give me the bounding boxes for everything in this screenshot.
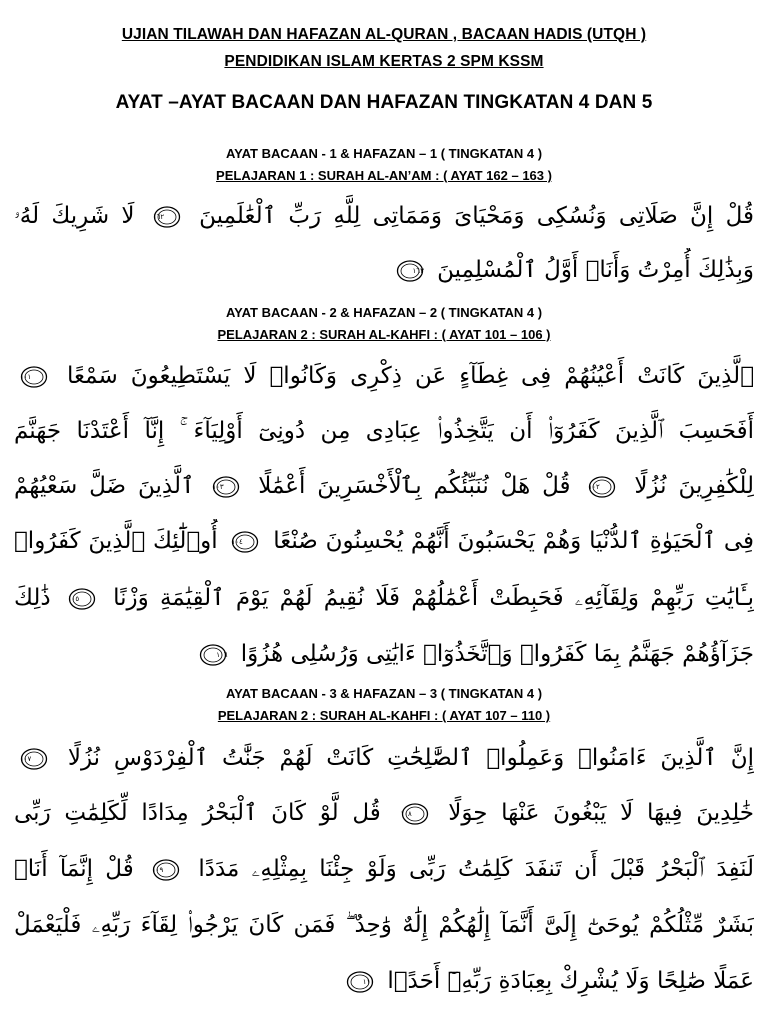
- verse-line: [14, 791, 754, 835]
- ayah-marker: [588, 475, 616, 499]
- ayah-number: ١٠٨: [400, 809, 412, 818]
- verse-text: قُلْ هَلْ نُنَبِّئُكُم بِٱلْأَخْسَرِينَ أَعْمَٰلًا: [258, 473, 571, 499]
- ayah-number: ١٠٧: [20, 754, 32, 763]
- ayah-marker: [212, 475, 240, 499]
- ayah-marker: [346, 970, 374, 994]
- verse-text: عَمَلًا صَٰلِحًا وَلَا يُشْرِكْ بِعِبَادَةِ رَبِّهِۦٓ أَحَدًۢا: [387, 968, 754, 994]
- ayah-marker: [20, 365, 48, 389]
- ayah-number: ١٦٢: [152, 212, 165, 221]
- verse-text: أَفَحَسِبَ ٱلَّذِينَ كَفَرُوٓا۟ أَن يَتَّخِذُوا۟ عِبَادِى مِن دُونِىٓ أَوْلِيَآءَ ۚ إِنَّآ أَعْتَدْنَا جَهَنَّمَ: [14, 418, 754, 444]
- ayah-number: ١٦٣: [412, 266, 424, 275]
- verse-line: [14, 903, 754, 947]
- verse-text: ٱلَّذِينَ ضَلَّ سَعْيُهُمْ: [14, 473, 195, 499]
- verse-line: [14, 632, 754, 676]
- ayah-number: ١١٠: [362, 977, 375, 986]
- verse-line: [14, 409, 754, 453]
- ayah-marker: [401, 802, 429, 826]
- section-2-lesson: PELAJARAN 2 : SURAH AL-KAHFI : ( AYAT 101 – 106 ): [217, 327, 551, 342]
- ayah-marker: [153, 205, 181, 229]
- section-3-lesson: PELAJARAN 2 : SURAH AL-KAHFI : ( AYAT 107 – 110 ): [217, 708, 551, 723]
- section-1-title: AYAT BACAAN - 1 & HAFAZAN – 1 ( TINGKATAN 4 ): [225, 146, 543, 161]
- verse-text: بِـَٔايَٰتِ رَبِّهِمْ وَلِقَآئِهِۦ فَحَبِطَتْ أَعْمَٰلُهُمْ فَلَا نُقِيمُ لَهُمْ يَوْمَ ٱلْقِيَٰمَةِ وَزْنًا: [113, 585, 754, 611]
- verse-text: قُل لَّوْ كَانَ ٱلْبَحْرُ مِدَادًا لِّكَلِمَٰتِ رَبِّى: [14, 800, 381, 826]
- verse-text: قُلْ إِنَّ صَلَاتِى وَنُسُكِى وَمَحْيَاىَ وَمَمَاتِى لِلَّهِ رَبِّ ٱلْعَٰلَمِينَ: [199, 203, 754, 229]
- section-1-lesson: PELAJARAN 1 : SURAH AL-AN’AM : ( AYAT 162 – 163 ): [216, 168, 552, 183]
- document-heading: AYAT –AYAT BACAAN DAN HAFAZAN TINGKATAN 4 DAN 5: [115, 92, 653, 113]
- verse-line: [14, 959, 754, 1003]
- verse-line: [14, 519, 754, 563]
- ayah-marker: [396, 259, 424, 283]
- ayah-marker: [152, 858, 180, 882]
- verse-line: [14, 248, 754, 292]
- ayah-number: ١٠٢: [588, 482, 600, 491]
- ayah-number: ١٠١: [20, 372, 32, 381]
- verse-text: إِنَّ ٱلَّذِينَ ءَامَنُوا۟ وَعَمِلُوا۟ ٱلصَّٰلِحَٰتِ كَانَتْ لَهُمْ جَنَّٰتُ ٱلْفِرْدَوْسِ نُزُلًا: [67, 745, 754, 771]
- ayah-marker: [231, 530, 259, 554]
- verse-text: لِلْكَٰفِرِينَ نُزُلًا: [634, 473, 754, 499]
- ayah-number: ١٠٩: [152, 865, 164, 874]
- verse-line: [14, 576, 754, 620]
- ayah-number: ١٠٥: [67, 594, 80, 603]
- verse-text: لَنَفِدَ ٱلْبَحْرُ قَبْلَ أَن تَنفَدَ كَلِمَٰتُ رَبِّى وَلَوْ جِئْنَا بِمِثْلِهِۦ مَدَدًا: [198, 856, 754, 882]
- verse-text: أُو۟لَٰٓئِكَ ٱلَّذِينَ كَفَرُوا۟: [14, 528, 218, 554]
- section-2-title: AYAT BACAAN - 2 & HAFAZAN – 2 ( TINGKATAN 4 ): [225, 305, 543, 320]
- ayah-number: ١٠٣: [212, 482, 224, 491]
- ayah-marker: [20, 747, 48, 771]
- verse-text: قُلْ إِنَّمَآ أَنَا۠: [14, 856, 134, 882]
- verse-text: وَبِذَٰلِكَ أُمِرْتُ وَأَنَا۠ أَوَّلُ ٱلْمُسْلِمِينَ: [437, 257, 754, 283]
- ayah-number: ١٠٦: [216, 650, 228, 659]
- verse-line: [14, 464, 754, 508]
- verse-line: [14, 354, 754, 398]
- verse-text: فِى ٱلْحَيَوٰةِ ٱلدُّنْيَا وَهُمْ يَحْسَبُونَ أَنَّهُمْ يُحْسِنُونَ صُنْعًا: [273, 528, 754, 554]
- verse-text: بَشَرٌ مِّثْلُكُمْ يُوحَىٰٓ إِلَىَّ أَنَّمَآ إِلَٰهُكُمْ إِلَٰهٌ وَٰحِدٌ ۖ فَمَن كَانَ يَرْجُوا۟ لِقَآءَ رَبِّهِۦ فَلْيَعْمَلْ: [14, 912, 754, 938]
- verse-text: ٱلَّذِينَ كَانَتْ أَعْيُنُهُمْ فِى غِطَآءٍ عَن ذِكْرِى وَكَانُوا۟ لَا يَسْتَطِيعُونَ سَمْعًا: [67, 363, 754, 389]
- verse-line: [14, 847, 754, 891]
- ayah-number: ١٠٤: [231, 537, 243, 546]
- document-subtitle: PENDIDIKAN ISLAM KERTAS 2 SPM KSSM: [224, 53, 544, 70]
- ayah-marker: [68, 587, 96, 611]
- verse-line: [14, 736, 754, 780]
- verse-text: لَا شَرِيكَ لَهُۥ: [14, 203, 135, 229]
- ayah-marker: [199, 643, 227, 667]
- verse-line: [14, 194, 754, 238]
- verse-text: جَزَآؤُهُمْ جَهَنَّمُ بِمَا كَفَرُوا۟ وَٱتَّخَذُوٓا۟ ءَايَٰتِى وَرُسُلِى هُزُوًا: [240, 641, 754, 667]
- document-title: UJIAN TILAWAH DAN HAFAZAN AL-QURAN , BACAAN HADIS (UTQH ): [121, 26, 647, 43]
- section-3-title: AYAT BACAAN - 3 & HAFAZAN – 3 ( TINGKATAN 4 ): [225, 686, 543, 701]
- verse-text: خَٰلِدِينَ فِيهَا لَا يَبْغُونَ عَنْهَا حِوَلًا: [448, 800, 754, 826]
- verse-text: ذَٰلِكَ: [14, 585, 51, 611]
